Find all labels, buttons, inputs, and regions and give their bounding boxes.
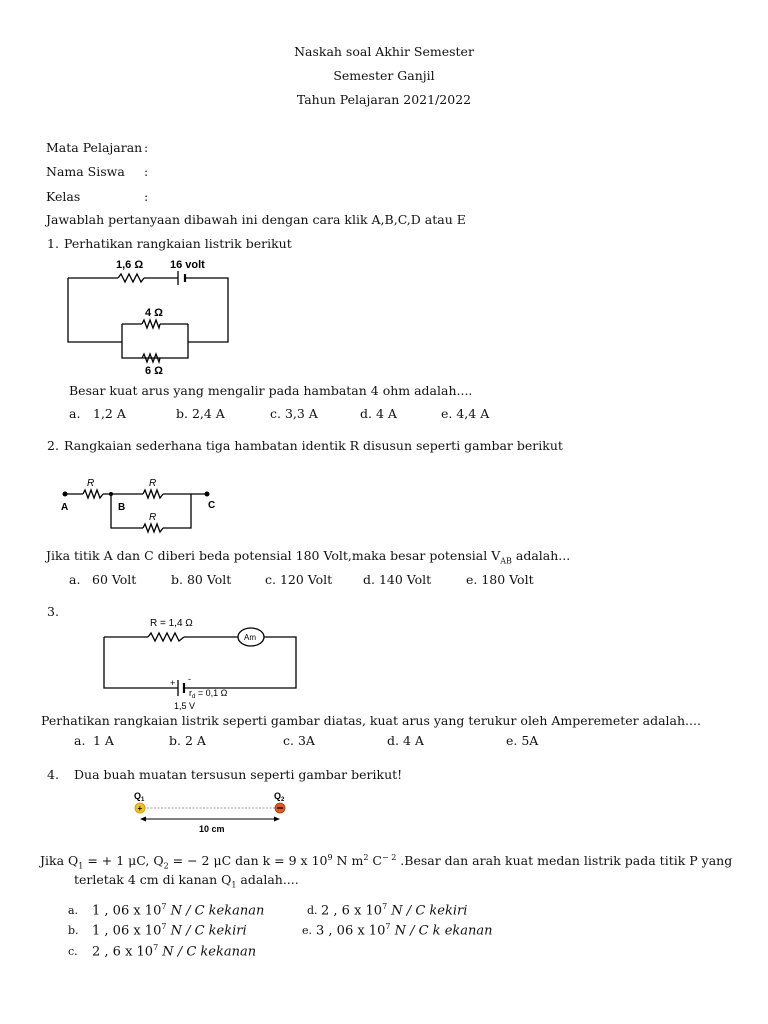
q2-option-a-label[interactable]: a. <box>69 572 81 587</box>
q4-label-q1: $Q_1$ <box>134 791 145 803</box>
q1-option-e[interactable]: e. 4,4 A <box>441 406 490 421</box>
q1-option-a[interactable]: 1,2 A <box>93 406 126 421</box>
q4-text: Dua buah muatan tersusun seperti gambar berikut! <box>74 767 403 782</box>
q3-option-e[interactable]: e. 5A <box>506 733 539 748</box>
q1-number: 1. <box>47 236 59 251</box>
q4-label-distance: 10 cm <box>199 824 225 834</box>
q1-option-d[interactable]: d. 4 A <box>360 406 397 421</box>
q2-question: Jika titik A dan C diberi beda potensial 180 Volt,maka besar potensial $V_{AB}$ adalah... <box>46 548 571 566</box>
q2-option-e[interactable]: e. 180 Volt <box>466 572 534 587</box>
q2-option-a[interactable]: 60 Volt <box>92 572 137 587</box>
header-semester: Semester Ganjil <box>333 68 435 83</box>
q1-option-c[interactable]: c. 3,3 A <box>270 406 318 421</box>
q2-label-r-a: R <box>87 478 95 489</box>
q3-label-rint: $r_d = 0,1$ Ω <box>189 688 228 700</box>
q4-option-a[interactable]: 1 , 06 x $10^7$ N / C kekanan <box>92 902 265 919</box>
field-class-label: Kelas <box>46 189 81 204</box>
svg-text:+: + <box>137 804 143 813</box>
q3-label-meter: Am <box>244 633 256 642</box>
q1-label-emf: 16 volt <box>170 259 205 271</box>
field-class-colon: : <box>144 189 149 204</box>
q1-question: Besar kuat arus yang mengalir pada hambatan 4 ohm adalah.... <box>69 383 473 398</box>
q1-label-r2: 4 Ω <box>145 307 163 319</box>
header-title: Naskah soal Akhir Semester <box>294 44 474 59</box>
q4-option-d[interactable]: 2 , 6 x $10^7$ N / C kekiri <box>321 902 468 919</box>
q3-label-emf: 1,5 V <box>174 701 196 711</box>
header-year: Tahun Pelajaran 2021/2022 <box>296 92 472 107</box>
q2-label-c: C <box>208 500 216 511</box>
field-subject-label: Mata Pelajaran <box>46 140 143 155</box>
q3-circuit-diagram <box>98 612 304 712</box>
field-name-label: Nama Siswa <box>46 164 125 179</box>
q4-option-d-label[interactable]: d. <box>307 904 318 917</box>
instruction: Jawablah pertanyaan dibawah ini dengan cara klik A,B,C,D atau E <box>46 212 466 227</box>
q2-option-c[interactable]: c. 120 Volt <box>265 572 333 587</box>
q3-option-a-label[interactable]: a. <box>74 733 86 748</box>
q1-text: Perhatikan rangkaian listrik berikut <box>64 236 292 251</box>
q4-label-q2: $Q_2$ <box>274 791 285 803</box>
q2-option-d[interactable]: d. 140 Volt <box>363 572 432 587</box>
q3-label-plus: + <box>170 678 176 688</box>
q2-option-b[interactable]: b. 80 Volt <box>171 572 232 587</box>
q1-option-b[interactable]: b. 2,4 A <box>176 406 225 421</box>
q4-option-c[interactable]: 2 , 6 x $10^7$ N / C kekanan <box>92 943 257 960</box>
q4-option-b-label[interactable]: b. <box>68 924 79 937</box>
q2-circuit-diagram <box>55 474 230 544</box>
q2-text: Rangkaian sederhana tiga hambatan identik R disusun seperti gambar berikut <box>64 438 563 453</box>
q1-label-r1: 1,6 Ω <box>116 259 144 271</box>
q1-label-r3: 6 Ω <box>145 365 163 377</box>
field-name-colon: : <box>144 164 149 179</box>
q4-option-e-label[interactable]: e. <box>302 924 313 937</box>
q3-option-c[interactable]: c. 3A <box>283 733 315 748</box>
q4-number: 4. <box>47 767 59 782</box>
q3-number: 3. <box>47 604 59 619</box>
q2-label-r-c: R <box>149 512 157 523</box>
q3-option-b[interactable]: b. 2 A <box>169 733 206 748</box>
q3-option-a[interactable]: 1 A <box>93 733 114 748</box>
q4-option-a-label[interactable]: a. <box>68 904 79 917</box>
q3-label-minus: - <box>188 674 191 684</box>
q2-label-r-b: R <box>149 478 157 489</box>
q3-question: Perhatikan rangkaian listrik seperti gambar diatas, kuat arus yang terukur oleh Amperemeter adalah.... <box>41 713 701 728</box>
q2-label-b: B <box>118 502 126 513</box>
q2-number: 2. <box>47 438 59 453</box>
q1-option-a-label[interactable]: a. <box>69 406 81 421</box>
field-subject-colon: : <box>144 140 149 155</box>
q4-question-line1: Jika $Q_1$ = + 1 μC, $Q_2$ = − 2 μC dan k = 9 x $10^9$ N $m^2$ $C^{- 2}$ .Besar dan arah kuat medan listrik pada titik P yang <box>40 853 733 871</box>
q4-option-c-label[interactable]: c. <box>68 945 78 958</box>
q2-label-a: A <box>61 502 69 513</box>
q4-option-e[interactable]: 3 , 06 x $10^7$ N / C k ekanan <box>316 922 493 939</box>
q4-charges-diagram <box>128 788 294 838</box>
q3-label-r: R = 1,4 Ω <box>150 618 193 629</box>
q4-question-line2: terletak 4 cm di kanan $Q_1$ adalah.... <box>74 872 299 890</box>
q1-circuit-diagram <box>60 254 250 378</box>
q4-option-b[interactable]: 1 , 06 x $10^7$ N / C kekiri <box>92 922 247 939</box>
q3-option-d[interactable]: d. 4 A <box>387 733 424 748</box>
